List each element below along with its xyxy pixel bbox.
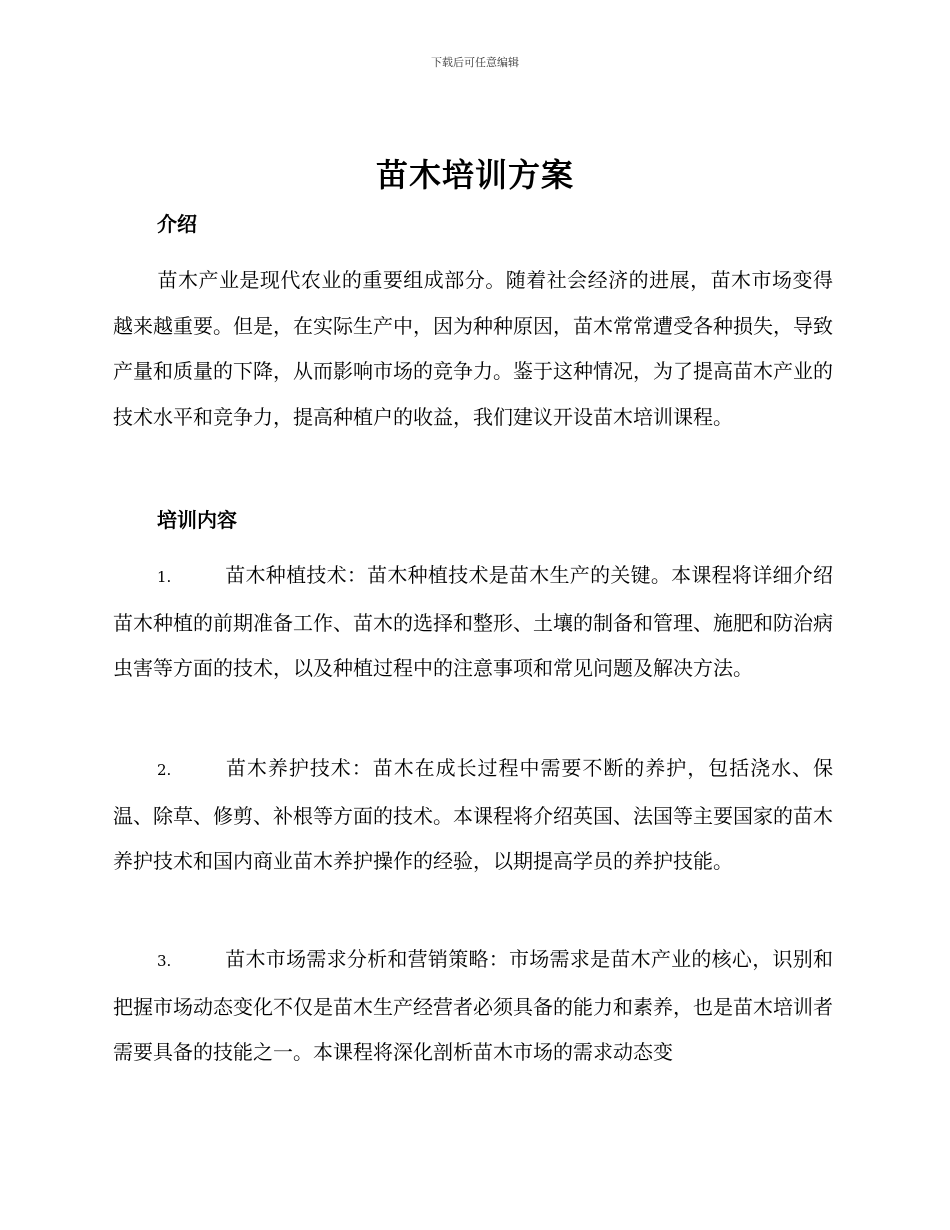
list-item-number: 2. [157,761,172,779]
list-item-number: 1. [157,568,172,586]
section-heading-intro: 介绍 [157,212,197,236]
list-item [113,553,833,692]
list-item-text: 苗木市场需求分析和营销策略：市场需求是苗木产业的核心，识别和把握市场动态变化不仅是苗木生产经营者必须具备的能力和素养，也是苗木培训者需要具备的技能之一。本课程将深化剖析苗木市场的需求动态变 [113,947,833,1064]
document-title: 苗木培训方案 [375,156,574,194]
header-note: 下载后可任意编辑 [431,56,519,69]
section-heading-training-content: 培训内容 [157,508,237,532]
list-item [113,746,833,885]
list-item-text: 苗木养护技术：苗木在成长过程中需要不断的养护，包括浇水、保温、除草、修剪、补根等方面的技术。本课程将介绍英国、法国等主要国家的苗木养护技术和国内商业苗木养护操作的经验，以期提高学员的养护技能。 [113,756,833,873]
list-item-text: 苗木种植技术：苗木种植技术是苗木生产的关键。本课程将详细介绍苗木种植的前期准备工作、苗木的选择和整形、土壤的制备和管理、施肥和防治病虫害等方面的技术，以及种植过程中的注意事项和常见问题及解决方法。 [113,563,833,680]
intro-paragraph [113,258,833,440]
list-item [113,937,833,1076]
intro-paragraph-text: 苗木产业是现代农业的重要组成部分。随着社会经济的进展，苗木市场变得越来越重要。但是，在实际生产中，因为种种原因，苗木常常遭受各种损失，导致产量和质量的下降，从而影响市场的竞争力。鉴于这种情况，为了提高苗木产业的技术水平和竞争力，提高种植户的收益，我们建议开设苗木培训课程。 [113,268,833,429]
list-item-number: 3. [157,952,172,970]
